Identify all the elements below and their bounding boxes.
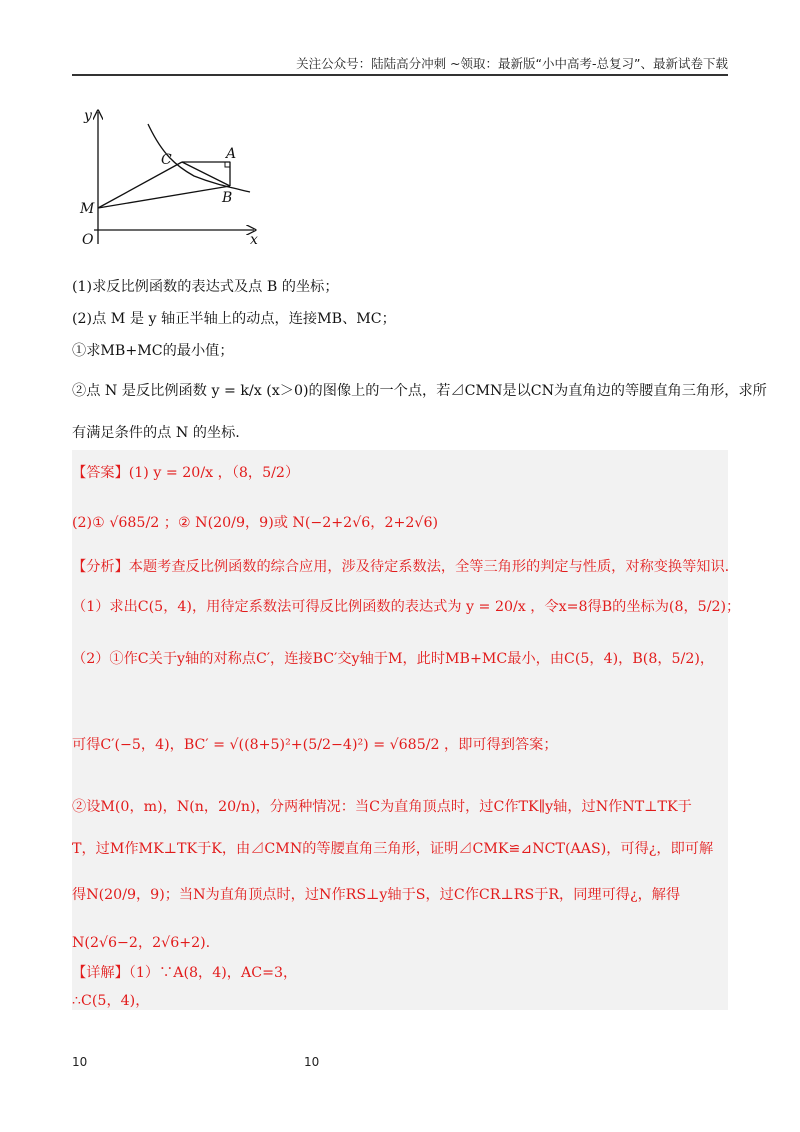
header-rule: [72, 74, 728, 76]
label-c: C: [161, 152, 172, 168]
question-part-2: (2)点 M 是 y 轴正半轴上的动点，连接MB、MC；: [72, 311, 396, 327]
question-part-2-2: ②点 N 是反比例函数 y = k/x (x＞0)的图像上的一个点，若⊿CMN是以CN为直角边的等腰直角三角形，求所: [72, 383, 767, 399]
page-number-center: 10: [304, 1055, 320, 1069]
label-a: A: [226, 146, 237, 162]
label-y: y: [84, 108, 92, 124]
answer-panel: [72, 450, 728, 1010]
analysis-line: 【分析】本题考查反比例函数的综合应用，涉及待定系数法，全等三角形的判定与性质，对称变换等知识.: [72, 559, 730, 575]
question-part-2-2-cont: 有满足条件的点 N 的坐标.: [72, 425, 240, 441]
coordinate-figure: [74, 104, 270, 254]
detail-line-2: ∴C(5，4)，: [72, 993, 150, 1009]
label-o: O: [82, 232, 94, 248]
analysis-step-3-cont-2: 得N(20/9，9)；当N为直角顶点时，过N作RS⊥y轴于S，过C作CR⊥RS于R，同理可得¿，解得: [72, 887, 681, 903]
page-header: 关注公众号：陆陆高分冲刺 ~领取：最新版“小中高考-总复习”、最新试卷下载: [296, 56, 728, 71]
answer-line-1: 【答案】(1) y = 20/x ，（8，5/2）: [72, 465, 300, 481]
analysis-step-3-result: N(2√6−2，2√6+2).: [72, 935, 211, 951]
analysis-step-3-cont: T，过M作MK⊥TK于K，由⊿CMN的等腰直角三角形，证明⊿CMK≌⊿NCT(AAS)，可得¿，即可解: [72, 841, 714, 857]
analysis-step-2-cont: 可得C′(−5，4)，BC′ = √((8+5)²+(5/2−4)²) = √685/2 ，即可得到答案；: [72, 737, 558, 753]
label-b: B: [222, 190, 233, 206]
question-part-1: (1)求反比例函数的表达式及点 B 的坐标；: [72, 279, 339, 295]
analysis-step-2: （2）①作C关于y轴的对称点C′，连接BC′交y轴于M，此时MB+MC最小，由C(5，4)，B(8，5/2)，: [72, 651, 715, 667]
label-x: x: [250, 232, 258, 248]
answer-line-2: (2)① √685/2 ；② N(20/9，9)或 N(−2+2√6，2+2√6): [72, 515, 439, 531]
analysis-step-3: ②设M(0，m)，N(n，20/n)，分两种情况：当C为直角顶点时，过C作TK∥y轴，过N作NT⊥TK于: [72, 799, 692, 815]
detail-line-1: 【详解】（1）∵A(8，4)，AC=3，: [72, 965, 298, 981]
right-angle-mark: [225, 162, 230, 167]
label-m: M: [80, 201, 95, 217]
question-part-2-1: ①求MB+MC的最小值；: [72, 343, 234, 359]
segment-cb: [182, 162, 230, 186]
page-number-left: 10: [72, 1055, 88, 1069]
analysis-step-1: （1）求出C(5，4)，用待定系数法可得反比例函数的表达式为 y = 20/x ，令x=8得B的坐标为(8，5/2)；: [72, 599, 741, 615]
